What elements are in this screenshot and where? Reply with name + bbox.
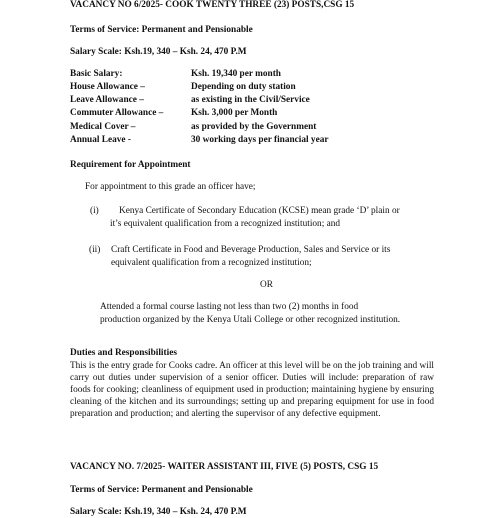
benefit-value: as provided by the Government xyxy=(191,122,317,132)
vacancy-6-salary-scale: Salary Scale: Ksh.19, 340 – Ksh. 24, 470 P.M xyxy=(70,47,247,57)
or-separator: OR xyxy=(260,280,273,290)
duties-heading: Duties and Responsibilities xyxy=(70,348,177,358)
vacancy-7-heading: VACANCY NO. 7/2025- WAITER ASSISTANT III, FIVE (5) POSTS, CSG 15 xyxy=(70,462,379,472)
requirement-i-line: it’s equivalent qualification from a recognized institution; and xyxy=(110,219,341,229)
benefit-label: Medical Cover – xyxy=(70,122,136,132)
benefit-label: House Allowance – xyxy=(70,82,145,92)
benefit-value: Ksh. 19,340 per month xyxy=(191,69,281,79)
alternative-requirement-line: Attended a formal course lasting not less than two (2) months in food xyxy=(100,302,359,312)
benefit-value: as existing in the Civil/Service xyxy=(191,95,310,105)
requirements-heading: Requirement for Appointment xyxy=(70,160,191,170)
requirement-ii-line: equivalent qualification from a recognized institution; xyxy=(111,258,312,268)
benefit-label: Leave Allowance – xyxy=(70,95,144,105)
benefit-label: Annual Leave - xyxy=(70,135,131,145)
requirements-intro: For appointment to this grade an officer have; xyxy=(85,182,256,192)
benefit-value: Depending on duty station xyxy=(191,82,296,92)
benefit-value: 30 working days per financial year xyxy=(191,135,329,145)
requirement-ii-marker: (ii) xyxy=(89,245,101,255)
vacancy-6-heading: VACANCY NO 6/2025- COOK TWENTY THREE (23) POSTS,CSG 15 xyxy=(70,0,355,10)
benefit-label: Basic Salary: xyxy=(70,69,123,79)
benefit-value: Ksh. 3,000 per Month xyxy=(191,108,278,118)
vacancy-7-terms: Terms of Service: Permanent and Pensionable xyxy=(70,485,253,495)
benefit-label: Commuter Allowance – xyxy=(70,108,164,118)
vacancy-6-terms: Terms of Service: Permanent and Pensionable xyxy=(70,25,253,35)
duties-paragraph: This is the entry grade for Cooks cadre. An officer at this level will be on the job training and will carry out duties under supervision of a senior officer. Duties will include: preparation of raw foods for cooking; cleanliness of equipment used in production; maintaining hygiene by ensuring cleaning of the kitchen and its surroundings; setting up and preparing equipment for use in food preparation and production; and alerting the supervisor of any defective equipment. xyxy=(70,361,434,419)
requirement-ii-line: Craft Certificate in Food and Beverage Production, Sales and Service or its xyxy=(111,245,391,255)
requirement-i-line: Kenya Certificate of Secondary Education (KCSE) mean grade ‘D’ plain or xyxy=(119,206,400,216)
alternative-requirement-line: production organized by the Kenya Utali College or other recognized institution. xyxy=(100,315,401,325)
vacancy-7-salary-scale: Salary Scale: Ksh.19, 340 – Ksh. 24, 470 P.M xyxy=(70,507,247,517)
requirement-i-marker: (i) xyxy=(90,206,99,216)
